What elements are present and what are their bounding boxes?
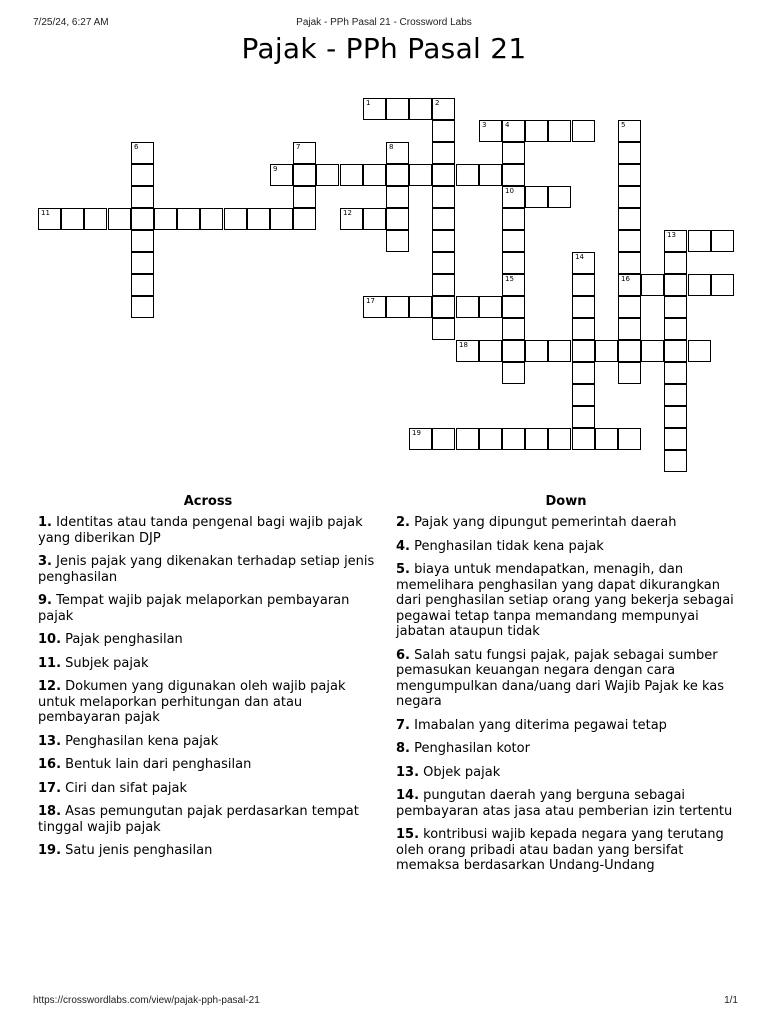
print-timestamp: 7/25/24, 6:27 AM bbox=[33, 17, 109, 28]
clue-number: 11. bbox=[38, 655, 62, 671]
clue-number: 18. bbox=[38, 804, 62, 819]
crossword-cell[interactable] bbox=[386, 186, 409, 208]
crossword-cell[interactable] bbox=[641, 340, 664, 362]
crossword-cell[interactable] bbox=[572, 120, 595, 142]
page-title: Pajak - PPh Pasal 21 bbox=[241, 32, 527, 65]
crossword-cell[interactable] bbox=[316, 164, 339, 186]
print-page-number: 1/1 bbox=[724, 995, 738, 1006]
across-clue bbox=[38, 554, 378, 585]
clue-number: 3. bbox=[38, 554, 52, 569]
crossword-cell[interactable] bbox=[363, 296, 386, 318]
clue-text: Penghasilan kena pajak bbox=[61, 733, 219, 749]
clue-text: Ciri dan sifat pajak bbox=[61, 780, 188, 796]
crossword-cell[interactable] bbox=[502, 340, 525, 362]
crossword-cell[interactable] bbox=[293, 164, 316, 186]
crossword-cell[interactable] bbox=[479, 120, 502, 142]
crossword-cell[interactable] bbox=[572, 428, 595, 450]
crossword-cell[interactable] bbox=[664, 362, 687, 384]
clue-number: 16. bbox=[38, 757, 62, 772]
crossword-cell[interactable] bbox=[224, 208, 247, 230]
cell-number: 3 bbox=[482, 121, 487, 129]
crossword-cell[interactable] bbox=[618, 318, 641, 340]
crossword-cell[interactable] bbox=[200, 208, 223, 230]
clue-text: Asas pemungutan pajak perdasarkan tempat tinggal wajib pajak bbox=[38, 804, 359, 835]
crossword-cell[interactable] bbox=[131, 274, 154, 296]
clue-text: Subjek pajak bbox=[61, 655, 149, 671]
crossword-cell[interactable] bbox=[618, 274, 641, 296]
crossword-cell[interactable] bbox=[340, 164, 363, 186]
across-clue bbox=[38, 679, 378, 726]
clue-text: Penghasilan tidak kena pajak bbox=[409, 538, 604, 554]
crossword-cell[interactable] bbox=[456, 428, 479, 450]
clue-text: Pajak penghasilan bbox=[61, 632, 183, 647]
across-clue bbox=[38, 632, 378, 648]
crossword-cell[interactable] bbox=[502, 274, 525, 296]
crossword-cell[interactable] bbox=[548, 186, 571, 208]
cell-number: 18 bbox=[459, 341, 468, 349]
crossword-cell[interactable] bbox=[618, 230, 641, 252]
crossword-cell[interactable] bbox=[502, 362, 525, 384]
crossword-cell[interactable] bbox=[502, 208, 525, 230]
crossword-cell[interactable] bbox=[386, 98, 409, 120]
crossword-cell[interactable] bbox=[479, 340, 502, 362]
cell-number: 14 bbox=[575, 253, 584, 261]
crossword-cell[interactable] bbox=[386, 230, 409, 252]
clue-number: 7. bbox=[396, 717, 410, 733]
down-clue bbox=[396, 718, 736, 734]
crossword-cell[interactable] bbox=[595, 428, 618, 450]
crossword-cell[interactable] bbox=[131, 142, 154, 164]
clue-number: 12. bbox=[38, 679, 62, 694]
across-clue bbox=[38, 656, 378, 672]
crossword-cell[interactable] bbox=[456, 296, 479, 318]
crossword-cell[interactable] bbox=[386, 164, 409, 186]
clue-number: 9. bbox=[38, 593, 52, 608]
clue-text: Pajak yang dipungut pemerintah daerah bbox=[409, 515, 677, 530]
clue-text: Bentuk lain dari penghasilan bbox=[61, 757, 252, 772]
crossword-cell[interactable] bbox=[641, 274, 664, 296]
crossword-cell[interactable] bbox=[432, 252, 455, 274]
clue-number: 13. bbox=[38, 733, 62, 749]
down-clue bbox=[396, 741, 736, 757]
cell-number: 4 bbox=[505, 121, 510, 129]
crossword-cell[interactable] bbox=[479, 296, 502, 318]
crossword-cell[interactable] bbox=[595, 340, 618, 362]
crossword-cell[interactable] bbox=[502, 318, 525, 340]
down-clues bbox=[396, 494, 736, 882]
cell-number: 12 bbox=[343, 209, 352, 217]
clue-number: 14. bbox=[396, 788, 420, 803]
clue-text: pungutan daerah yang berguna sebagai pembayaran atas jasa atau pemberian izin tertentu bbox=[396, 788, 733, 819]
crossword-cell[interactable] bbox=[409, 98, 432, 120]
crossword-cell[interactable] bbox=[479, 164, 502, 186]
crossword-cell[interactable] bbox=[618, 186, 641, 208]
crossword-cell[interactable] bbox=[711, 274, 734, 296]
crossword-cell[interactable] bbox=[270, 208, 293, 230]
crossword-cell[interactable] bbox=[502, 252, 525, 274]
crossword-cell[interactable] bbox=[618, 120, 641, 142]
crossword-cell[interactable] bbox=[502, 120, 525, 142]
crossword-cell[interactable] bbox=[572, 296, 595, 318]
clue-text: Salah satu fungsi pajak, pajak sebagai sumber pemasukan keuangan negara dengan cara mengumpulkan dana/uang dari Wajib Pajak ke kas negara bbox=[396, 647, 725, 709]
crossword-cell[interactable] bbox=[502, 142, 525, 164]
crossword-cell[interactable] bbox=[131, 164, 154, 186]
crossword-cell[interactable] bbox=[409, 428, 432, 450]
print-url: https://crosswordlabs.com/view/pajak-pph-pasal-21 bbox=[33, 995, 260, 1006]
cell-number: 6 bbox=[134, 143, 139, 151]
clue-number: 19. bbox=[38, 843, 62, 858]
across-clue bbox=[38, 781, 378, 797]
crossword-cell[interactable] bbox=[502, 428, 525, 450]
crossword-cell[interactable] bbox=[432, 120, 455, 142]
crossword-cell[interactable] bbox=[131, 208, 154, 230]
clue-number: 8. bbox=[396, 741, 410, 756]
crossword-cell[interactable] bbox=[618, 164, 641, 186]
crossword-cell[interactable] bbox=[572, 384, 595, 406]
clue-text: biaya untuk mendapatkan, menagih, dan memelihara penghasilan yang dapat dikurangkan dari penghasilan setiap orang yang bekerja sebagai pegawai tetap tanpa memandang mempunyai jabatan ataupun tidak bbox=[396, 562, 734, 639]
crossword-cell[interactable] bbox=[618, 208, 641, 230]
crossword-cell[interactable] bbox=[618, 296, 641, 318]
crossword-cell[interactable] bbox=[409, 296, 432, 318]
clue-text: Dokumen yang digunakan oleh wajib pajak untuk melaporkan perhitungan dan atau pembayaran pajak bbox=[38, 679, 346, 725]
crossword-cell[interactable] bbox=[502, 164, 525, 186]
crossword-cell[interactable] bbox=[108, 208, 131, 230]
clue-number: 13. bbox=[396, 764, 420, 780]
cell-number: 17 bbox=[366, 297, 375, 305]
down-clue bbox=[396, 515, 736, 531]
crossword-cell[interactable] bbox=[432, 186, 455, 208]
cell-number: 13 bbox=[667, 231, 676, 239]
crossword-cell[interactable] bbox=[664, 318, 687, 340]
down-clue bbox=[396, 539, 736, 555]
clue-number: 2. bbox=[396, 515, 410, 530]
crossword-cell[interactable] bbox=[572, 406, 595, 428]
crossword-cell[interactable] bbox=[525, 186, 548, 208]
cell-number: 2 bbox=[435, 99, 440, 107]
cell-number: 15 bbox=[505, 275, 514, 283]
crossword-cell[interactable] bbox=[432, 274, 455, 296]
crossword-cell[interactable] bbox=[664, 252, 687, 274]
crossword-cell[interactable] bbox=[432, 208, 455, 230]
crossword-cell[interactable] bbox=[38, 208, 61, 230]
crossword-cell[interactable] bbox=[711, 230, 734, 252]
crossword-cell[interactable] bbox=[432, 318, 455, 340]
crossword-cell[interactable] bbox=[618, 252, 641, 274]
clue-text: Tempat wajib pajak melaporkan pembayaran pajak bbox=[38, 593, 350, 624]
crossword-cell[interactable] bbox=[456, 164, 479, 186]
across-heading: Across bbox=[183, 494, 233, 509]
crossword-cell[interactable] bbox=[432, 296, 455, 318]
crossword-cell[interactable] bbox=[618, 362, 641, 384]
cell-number: 9 bbox=[273, 165, 278, 173]
crossword-cell[interactable] bbox=[363, 164, 386, 186]
clue-text: Identitas atau tanda pengenal bagi wajib pajak yang diberikan DJP bbox=[38, 515, 363, 546]
crossword-cell[interactable] bbox=[293, 186, 316, 208]
crossword-cell[interactable] bbox=[363, 208, 386, 230]
across-clue bbox=[38, 757, 378, 773]
cell-number: 10 bbox=[505, 187, 514, 195]
crossword-cell[interactable] bbox=[618, 340, 641, 362]
crossword-grid bbox=[0, 0, 768, 480]
down-clue bbox=[396, 788, 736, 819]
print-page-title: Pajak - PPh Pasal 21 - Crossword Labs bbox=[296, 17, 472, 28]
crossword-cell[interactable] bbox=[386, 142, 409, 164]
down-clue bbox=[396, 562, 736, 640]
crossword-cell[interactable] bbox=[688, 230, 711, 252]
crossword-cell[interactable] bbox=[409, 164, 432, 186]
cell-number: 1 bbox=[366, 99, 371, 107]
across-clue bbox=[38, 515, 378, 546]
cell-number: 16 bbox=[621, 275, 630, 283]
crossword-cell[interactable] bbox=[688, 274, 711, 296]
crossword-cell[interactable] bbox=[247, 208, 270, 230]
down-clue bbox=[396, 648, 736, 710]
crossword-cell[interactable] bbox=[154, 208, 177, 230]
across-clue bbox=[38, 593, 378, 624]
crossword-cell[interactable] bbox=[664, 428, 687, 450]
clue-text: Satu jenis penghasilan bbox=[61, 843, 213, 858]
crossword-cell[interactable] bbox=[363, 98, 386, 120]
crossword-cell[interactable] bbox=[572, 318, 595, 340]
crossword-cell[interactable] bbox=[432, 428, 455, 450]
crossword-cell[interactable] bbox=[131, 252, 154, 274]
crossword-cell[interactable] bbox=[548, 428, 571, 450]
cell-number: 7 bbox=[296, 143, 301, 151]
down-clue bbox=[396, 765, 736, 781]
crossword-cell[interactable] bbox=[131, 230, 154, 252]
across-clue bbox=[38, 734, 378, 750]
across-clue bbox=[38, 804, 378, 835]
crossword-cell[interactable] bbox=[618, 142, 641, 164]
crossword-cell[interactable] bbox=[688, 340, 711, 362]
crossword-cell[interactable] bbox=[386, 208, 409, 230]
crossword-cell[interactable] bbox=[664, 230, 687, 252]
clue-text: kontribusi wajib kepada negara yang terutang oleh orang pribadi atau badan yang bersifat memaksa berdasarkan Undang-Undang bbox=[396, 827, 724, 873]
crossword-cell[interactable] bbox=[502, 296, 525, 318]
clue-number: 15. bbox=[396, 827, 420, 842]
crossword-cell[interactable] bbox=[432, 164, 455, 186]
crossword-cell[interactable] bbox=[618, 428, 641, 450]
crossword-cell[interactable] bbox=[664, 450, 687, 472]
down-heading: Down bbox=[545, 494, 587, 509]
crossword-cell[interactable] bbox=[572, 274, 595, 296]
cell-number: 8 bbox=[389, 143, 394, 151]
cell-number: 5 bbox=[621, 121, 626, 129]
crossword-cell[interactable] bbox=[572, 340, 595, 362]
clue-text: Imabalan yang diterima pegawai tetap bbox=[409, 717, 667, 733]
clue-number: 10. bbox=[38, 632, 62, 647]
crossword-cell[interactable] bbox=[84, 208, 107, 230]
crossword-cell[interactable] bbox=[525, 340, 548, 362]
crossword-cell[interactable] bbox=[664, 406, 687, 428]
crossword-cell[interactable] bbox=[432, 98, 455, 120]
cell-number: 19 bbox=[412, 429, 421, 437]
crossword-cell[interactable] bbox=[502, 186, 525, 208]
crossword-cell[interactable] bbox=[131, 186, 154, 208]
crossword-cell[interactable] bbox=[432, 230, 455, 252]
crossword-cell[interactable] bbox=[664, 384, 687, 406]
crossword-cell[interactable] bbox=[386, 296, 409, 318]
crossword-cell[interactable] bbox=[293, 208, 316, 230]
crossword-cell[interactable] bbox=[502, 230, 525, 252]
crossword-cell[interactable] bbox=[177, 208, 200, 230]
across-clues bbox=[38, 494, 378, 867]
crossword-cell[interactable] bbox=[270, 164, 293, 186]
crossword-cell[interactable] bbox=[664, 296, 687, 318]
crossword-cell[interactable] bbox=[572, 252, 595, 274]
crossword-cell[interactable] bbox=[456, 340, 479, 362]
crossword-cell[interactable] bbox=[432, 142, 455, 164]
crossword-cell[interactable] bbox=[548, 120, 571, 142]
cell-number: 11 bbox=[41, 209, 50, 217]
crossword-cell[interactable] bbox=[61, 208, 84, 230]
crossword-cell[interactable] bbox=[479, 428, 502, 450]
crossword-cell[interactable] bbox=[548, 340, 571, 362]
clue-number: 1. bbox=[38, 515, 52, 530]
across-clue bbox=[38, 843, 378, 859]
clue-text: Jenis pajak yang dikenakan terhadap setiap jenis penghasilan bbox=[38, 554, 375, 585]
crossword-cell[interactable] bbox=[664, 340, 687, 362]
down-clue bbox=[396, 827, 736, 874]
clue-number: 4. bbox=[396, 538, 410, 554]
clue-number: 6. bbox=[396, 647, 410, 663]
clue-number: 5. bbox=[396, 562, 410, 577]
clue-number: 17. bbox=[38, 780, 62, 796]
crossword-cell[interactable] bbox=[340, 208, 363, 230]
clue-text: Objek pajak bbox=[419, 764, 501, 780]
crossword-cell[interactable] bbox=[131, 296, 154, 318]
crossword-cell[interactable] bbox=[525, 428, 548, 450]
crossword-cell[interactable] bbox=[664, 274, 687, 296]
crossword-cell[interactable] bbox=[525, 120, 548, 142]
crossword-cell[interactable] bbox=[293, 142, 316, 164]
clue-text: Penghasilan kotor bbox=[409, 741, 530, 756]
crossword-cell[interactable] bbox=[572, 362, 595, 384]
